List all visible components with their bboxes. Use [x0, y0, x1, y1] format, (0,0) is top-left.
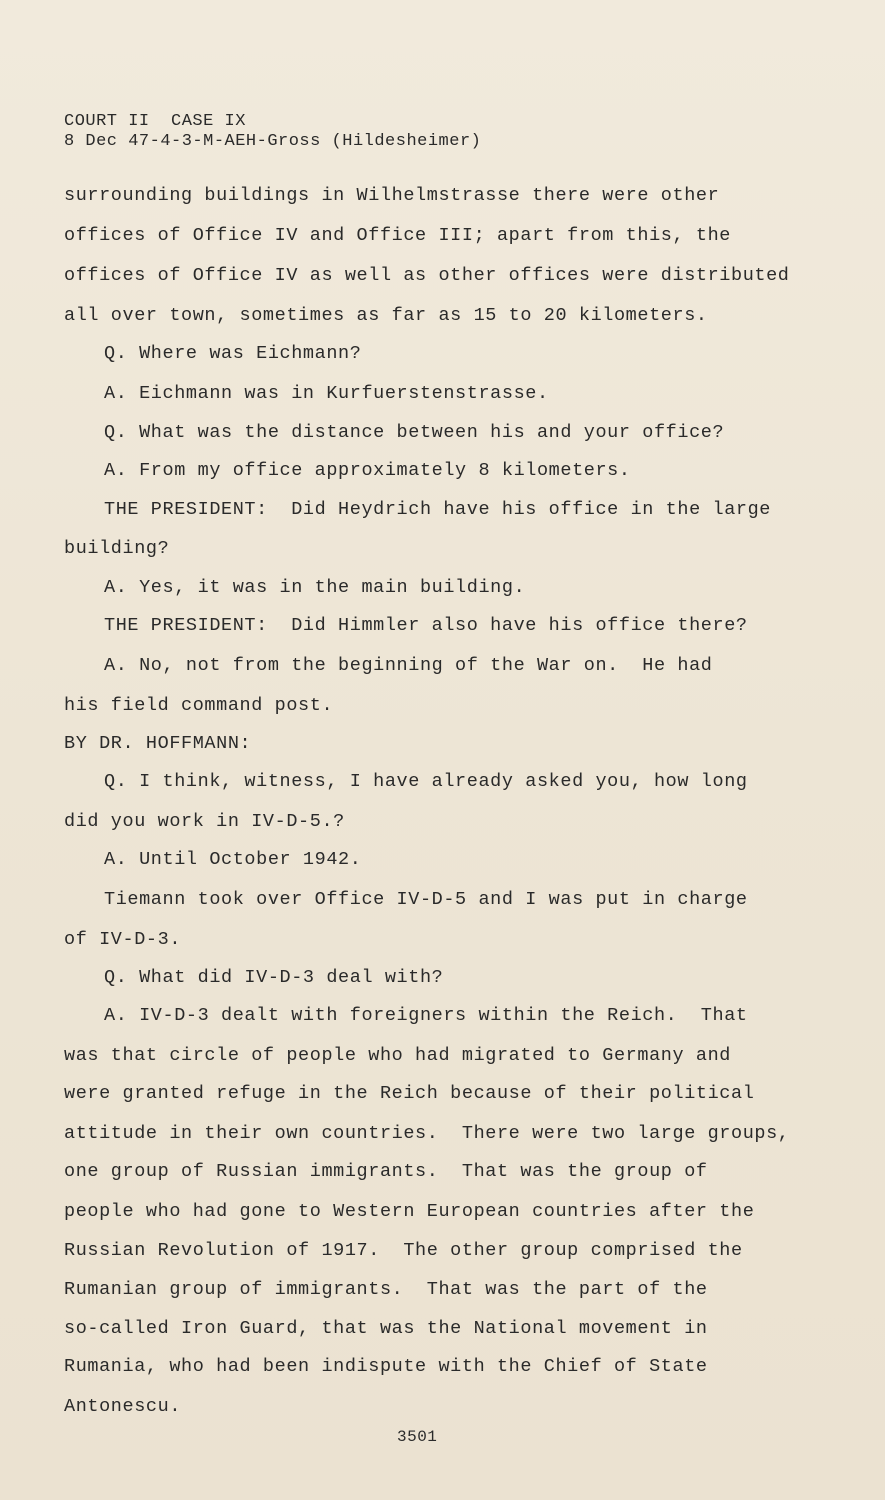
- text-line: offices of Office IV and Office III; apart from this, the: [64, 225, 732, 246]
- text-line: all over town, sometimes as far as 15 to 20 kilometers.: [64, 305, 708, 326]
- court-case-line: COURT II CASE IX: [64, 112, 246, 131]
- text-line: one group of Russian immigrants. That was the group of: [64, 1161, 708, 1182]
- text-line: surrounding buildings in Wilhelmstrasse there were other: [64, 185, 720, 206]
- text-line: was that circle of people who had migrated to Germany and: [64, 1045, 732, 1066]
- text-line: of IV-D-3.: [64, 929, 182, 950]
- text-line: A. Until October 1942.: [104, 849, 362, 870]
- text-line: were granted refuge in the Reich because of their political: [64, 1083, 755, 1104]
- text-line: A. No, not from the beginning of the War on. He had: [104, 655, 713, 676]
- text-line: Antonescu.: [64, 1396, 182, 1417]
- text-line: Q. What did IV-D-3 deal with?: [104, 967, 444, 988]
- case-header: [64, 112, 481, 152]
- text-line: BY DR. HOFFMANN:: [64, 733, 252, 754]
- text-line: Tiemann took over Office IV-D-5 and I was put in charge: [104, 889, 748, 910]
- text-line: his field command post.: [64, 695, 334, 716]
- text-line: people who had gone to Western European countries after the: [64, 1201, 755, 1222]
- text-line: so-called Iron Guard, that was the National movement in: [64, 1318, 708, 1339]
- text-line: building?: [64, 538, 170, 559]
- text-line: THE PRESIDENT: Did Himmler also have his office there?: [104, 615, 748, 636]
- text-line: Q. What was the distance between his and your office?: [104, 422, 725, 443]
- page-number: 3501: [397, 1428, 438, 1446]
- text-line: offices of Office IV as well as other offices were distributed: [64, 265, 790, 286]
- text-line: Q. I think, witness, I have already asked you, how long: [104, 771, 748, 792]
- text-line: Rumania, who had been indispute with the Chief of State: [64, 1356, 708, 1377]
- text-line: Rumanian group of immigrants. That was the part of the: [64, 1279, 708, 1300]
- text-line: did you work in IV-D-5.?: [64, 811, 345, 832]
- text-line: A. From my office approximately 8 kilometers.: [104, 460, 631, 481]
- text-line: THE PRESIDENT: Did Heydrich have his office in the large: [104, 499, 772, 520]
- text-line: Q. Where was Eichmann?: [104, 343, 362, 364]
- text-line: A. IV-D-3 dealt with foreigners within the Reich. That: [104, 1005, 748, 1026]
- text-line: A. Yes, it was in the main building.: [104, 577, 526, 598]
- text-line: attitude in their own countries. There were two large groups,: [64, 1123, 790, 1144]
- text-line: A. Eichmann was in Kurfuerstenstrasse.: [104, 383, 549, 404]
- date-reference-line: 8 Dec 47-4-3-M-AEH-Gross (Hildesheimer): [64, 132, 482, 151]
- text-line: Russian Revolution of 1917. The other group comprised the: [64, 1240, 743, 1261]
